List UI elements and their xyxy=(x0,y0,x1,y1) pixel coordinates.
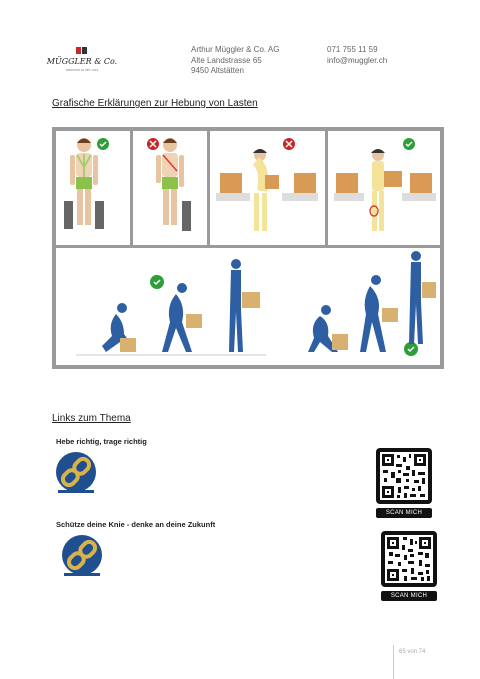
company-name: Arthur Müggler & Co. AG xyxy=(191,45,280,54)
qr-scan-label: SCAN MICH xyxy=(376,508,432,518)
link-title-1: Hebe richtig, trage richtig xyxy=(56,437,147,446)
qr-code-2[interactable] xyxy=(381,531,437,601)
qr-code-1[interactable] xyxy=(376,448,432,518)
company-city: 9450 Altstätten xyxy=(191,66,244,75)
link-title-2: Schütze deine Knie - denke an deine Zukunft xyxy=(56,520,216,529)
section-title-graphics: Grafische Erklärungen zur Hebung von Lasten xyxy=(52,98,258,109)
illustration-wrong-carry xyxy=(133,131,207,245)
logo-wordmark: MÜGGLER & Co. xyxy=(46,57,118,66)
illustration-wrong-lift xyxy=(210,131,325,245)
link-icon[interactable] xyxy=(54,451,98,495)
illustration-correct-lift xyxy=(328,131,440,245)
company-logo xyxy=(46,47,118,73)
qr-code-image xyxy=(381,531,437,587)
illustration-lifting-sequence xyxy=(56,248,440,365)
section-title-links: Links zum Thema xyxy=(52,413,131,424)
footer-divider xyxy=(393,645,394,679)
company-phone: 071 755 11 59 xyxy=(327,45,378,54)
link-icon[interactable] xyxy=(60,534,104,578)
company-email[interactable]: info@muggler.ch xyxy=(327,55,388,65)
logo-tagline: SPEDITION AG SEIT 1919 xyxy=(65,69,99,72)
lifting-illustration-panel xyxy=(52,127,444,369)
qr-scan-label: SCAN MICH xyxy=(381,591,437,601)
illustration-correct-carry xyxy=(56,131,130,245)
company-contact xyxy=(327,45,387,66)
page-number: 65 von 74 xyxy=(399,649,426,655)
company-address xyxy=(191,45,279,77)
company-street: Alte Landstrasse 65 xyxy=(191,55,262,65)
qr-code-image xyxy=(376,448,432,504)
